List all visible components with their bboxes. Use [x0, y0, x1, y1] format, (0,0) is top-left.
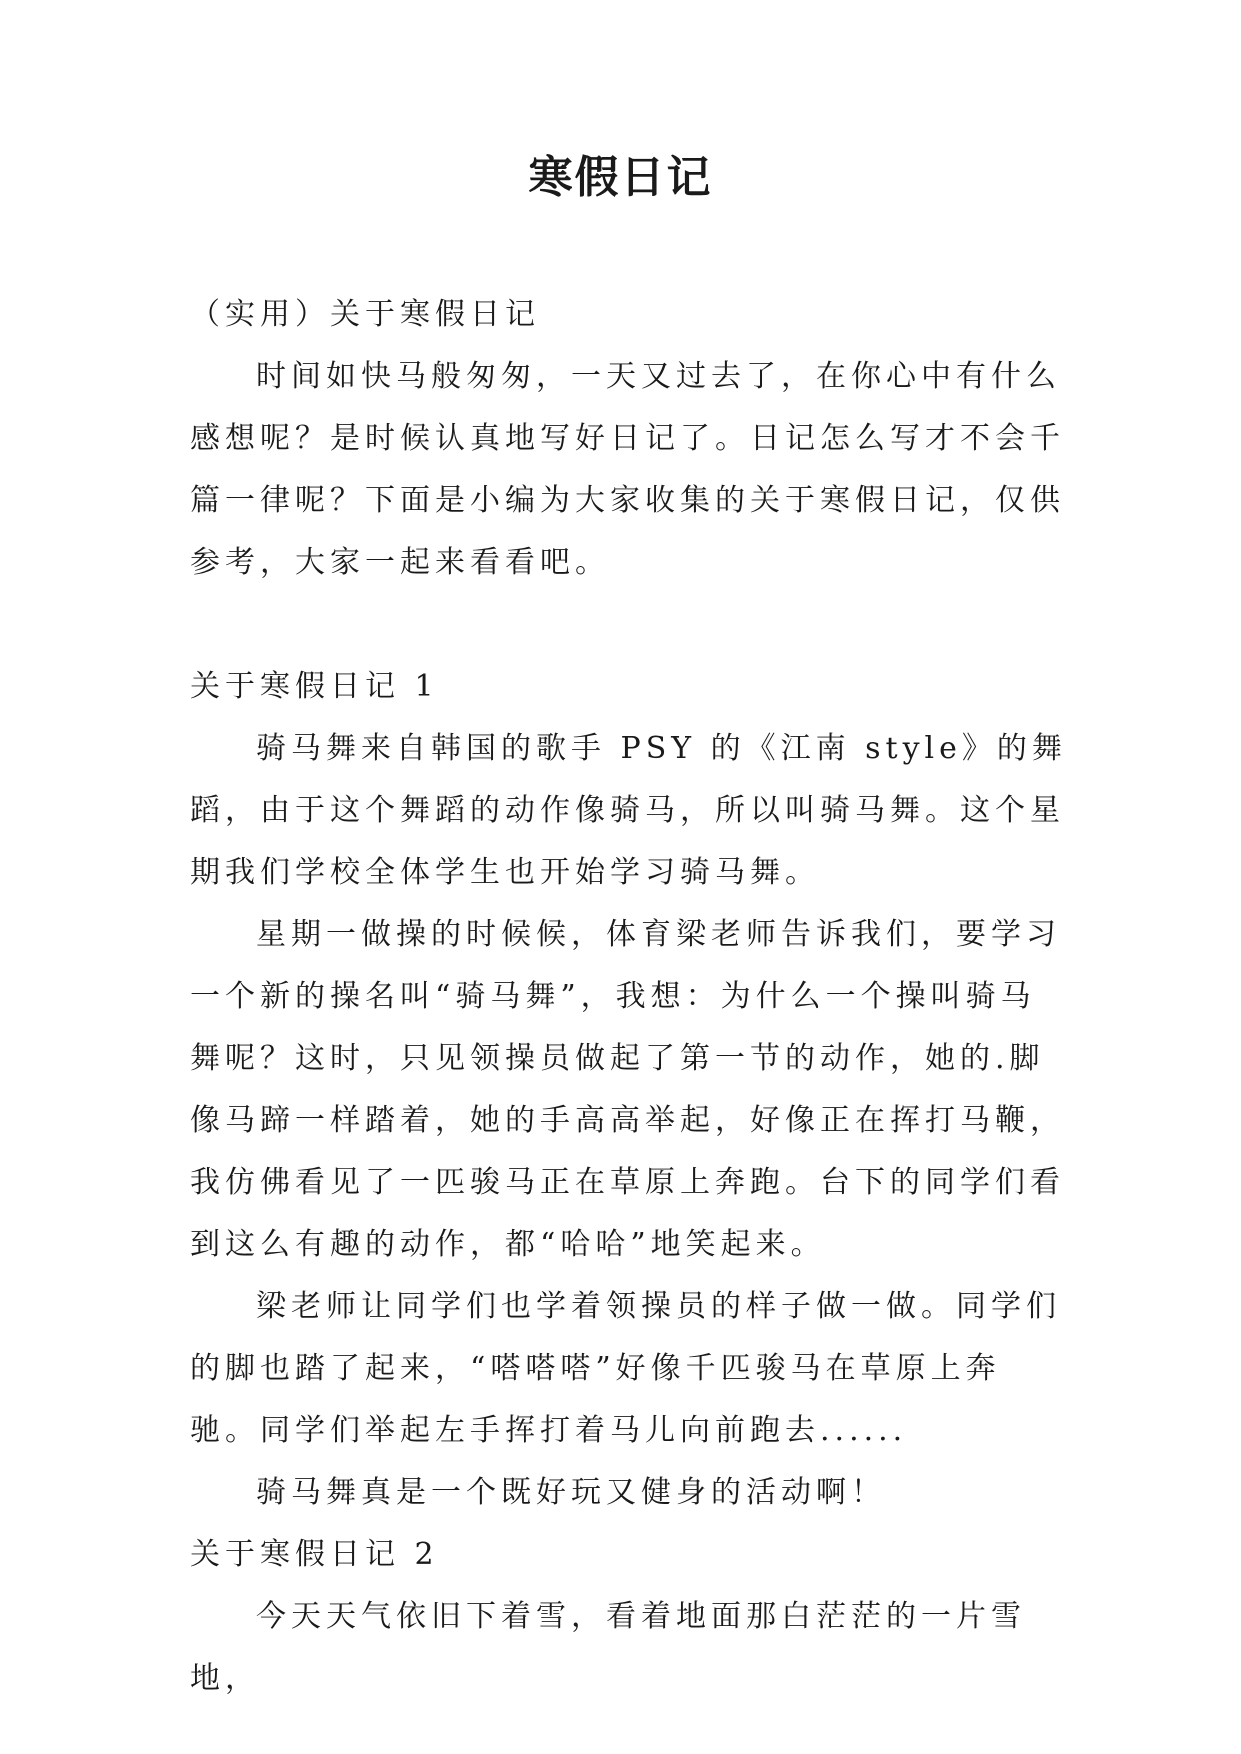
diary2-paragraph-1: 今天天气依旧下着雪，看着地面那白茫茫的一片雪地， [190, 1599, 1026, 1696]
intro-paragraph: 时间如快马般匆匆，一天又过去了，在你心中有什么感想呢？是时候认真地写好日记了。日记怎么写才不会千篇一律呢？下面是小编为大家收集的关于寒假日记，仅供参考，大家一起来看看吧。 [190, 359, 1065, 580]
intro-heading: （实用）关于寒假日记 [190, 297, 540, 332]
section-spacer [190, 594, 1070, 656]
diary1-heading: 关于寒假日记 1 [190, 669, 439, 704]
diary2-heading: 关于寒假日记 2 [190, 1537, 439, 1572]
document-body [190, 284, 1070, 1710]
diary1-paragraph-1: 骑马舞来自韩国的歌手 PSY 的《江南 style》的舞蹈，由于这个舞蹈的动作像骑马，所以叫骑马舞。这个星期我们学校全体学生也开始学习骑马舞。 [190, 731, 1067, 890]
document-title: 寒假日记 [528, 152, 713, 203]
diary1-paragraph-4: 骑马舞真是一个既好玩又健身的活动啊！ [256, 1475, 886, 1510]
diary1-paragraph-2: 星期一做操的时候候，体育梁老师告诉我们，要学习一个新的操名叫“骑马舞”，我想：为什么一个操叫骑马舞呢？这时，只见领操员做起了第一节的动作，她的.脚像马蹄一样踏着，她的手高高举起，好像正在挥打马鞭，我仿佛看见了一匹骏马正在草原上奔跑。台下的同学们看到这么有趣的动作，都“哈哈”地笑起来。 [190, 917, 1065, 1262]
diary1-paragraph-3: 梁老师让同学们也学着领操员的样子做一做。同学们的脚也踏了起来，“嗒嗒嗒”好像千匹骏马在草原上奔驰。同学们举起左手挥打着马儿向前跑去...... [190, 1289, 1061, 1448]
